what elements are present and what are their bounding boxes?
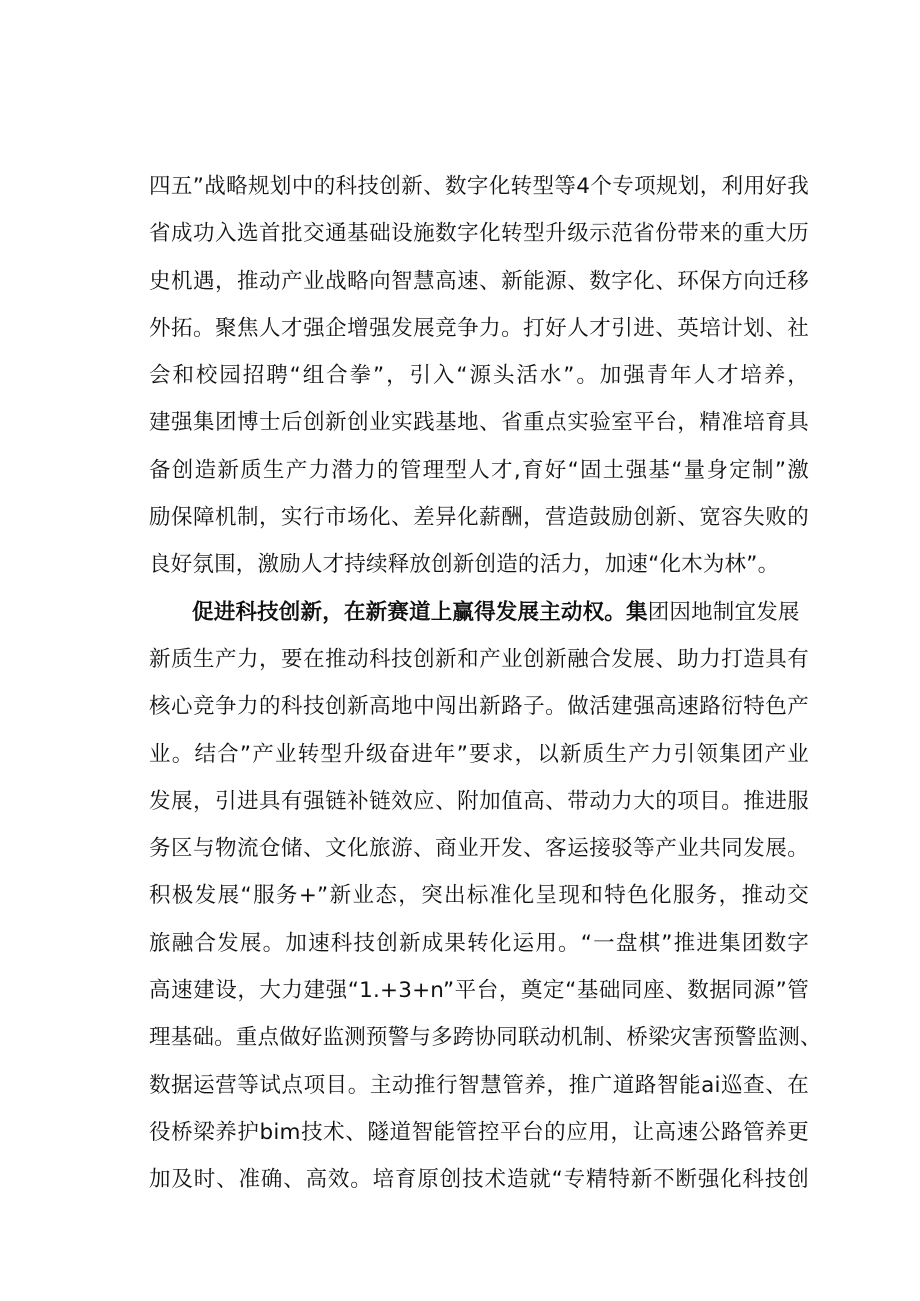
- text-line: 良好氛围，激励人才持续释放创新创造的活力，加速“化木为林”。: [149, 552, 780, 578]
- text-line: 会和校园招聘“组合拳”，引入“源头活水”。加强青年人才培养，: [149, 363, 809, 389]
- paragraph-heading-line: [149, 589, 809, 636]
- text-line: 务区与物流仓储、文化旅游、商业开发、客运接驳等产业共同发展。: [149, 836, 809, 862]
- text-line: 备创造新质生产力潜力的管理型人才,育好“固土强基“量身定制”激: [149, 457, 809, 483]
- body-text: [149, 163, 822, 1204]
- text-line: 数据运营等试点项目。主动推行智慧管养，推广道路智能ai巡查、在: [149, 1072, 809, 1098]
- text-line: 理基础。重点做好监测预警与多跨协同联动机制、桥梁灾害预警监测、: [149, 1025, 822, 1051]
- text-line: 核心竞争力的科技创新高地中闯出新路子。做活建强高速路衍特色产: [149, 694, 809, 720]
- text-line: 发展，引进具有强链补链效应、附加值高、带动力大的项目。推进服: [149, 788, 809, 814]
- text-line: 积极发展“服务+”新业态，突出标准化呈现和特色化服务，推动交: [149, 883, 809, 909]
- text-line: 旅融合发展。加速科技创新成果转化运用。“一盘棋”推进集团数字: [149, 930, 809, 956]
- text-line: 役桥梁养护bim技术、隧道智能管控平台的应用，让高速公路管养更: [149, 1119, 809, 1145]
- text-line: 高速建设，大力建强“1.+3+n”平台，奠定“基础同座、数据同源”管: [149, 978, 809, 1004]
- text-line: 加及时、准确、高效。培育原创技术造就“专精特新不断强化科技创: [149, 1167, 809, 1193]
- paragraph-heading-rest: 团因地制宜发展: [647, 599, 800, 625]
- text-line: 省成功入选首批交通基础设施数字化转型升级示范省份带来的重大历: [149, 221, 809, 247]
- text-line: 四五”战略规划中的科技创新、数字化转型等4个专项规划，利用好我: [149, 174, 809, 199]
- text-line: 建强集团博士后创新创业实践基地、省重点实验室平台，精准培育具: [149, 410, 809, 436]
- text-line: 外拓。聚焦人才强企增强发展竞争力。打好人才引进、英培计划、社: [149, 315, 809, 341]
- text-line: 史机遇，推动产业战略向智慧高速、新能源、数字化、环保方向迁移: [149, 268, 809, 294]
- text-line: 业。结合”产业转型升级奋进年”要求，以新质生产力引领集团产业: [149, 741, 809, 767]
- paragraph-heading-bold: 促进科技创新，在新赛道上赢得发展主动权。集: [192, 599, 648, 625]
- text-line: 励保障机制，实行市场化、差异化薪酬，营造鼓励创新、宽容失败的: [149, 505, 809, 531]
- text-line: 新质生产力，要在推动科技创新和产业创新融合发展、助力打造具有: [149, 646, 809, 672]
